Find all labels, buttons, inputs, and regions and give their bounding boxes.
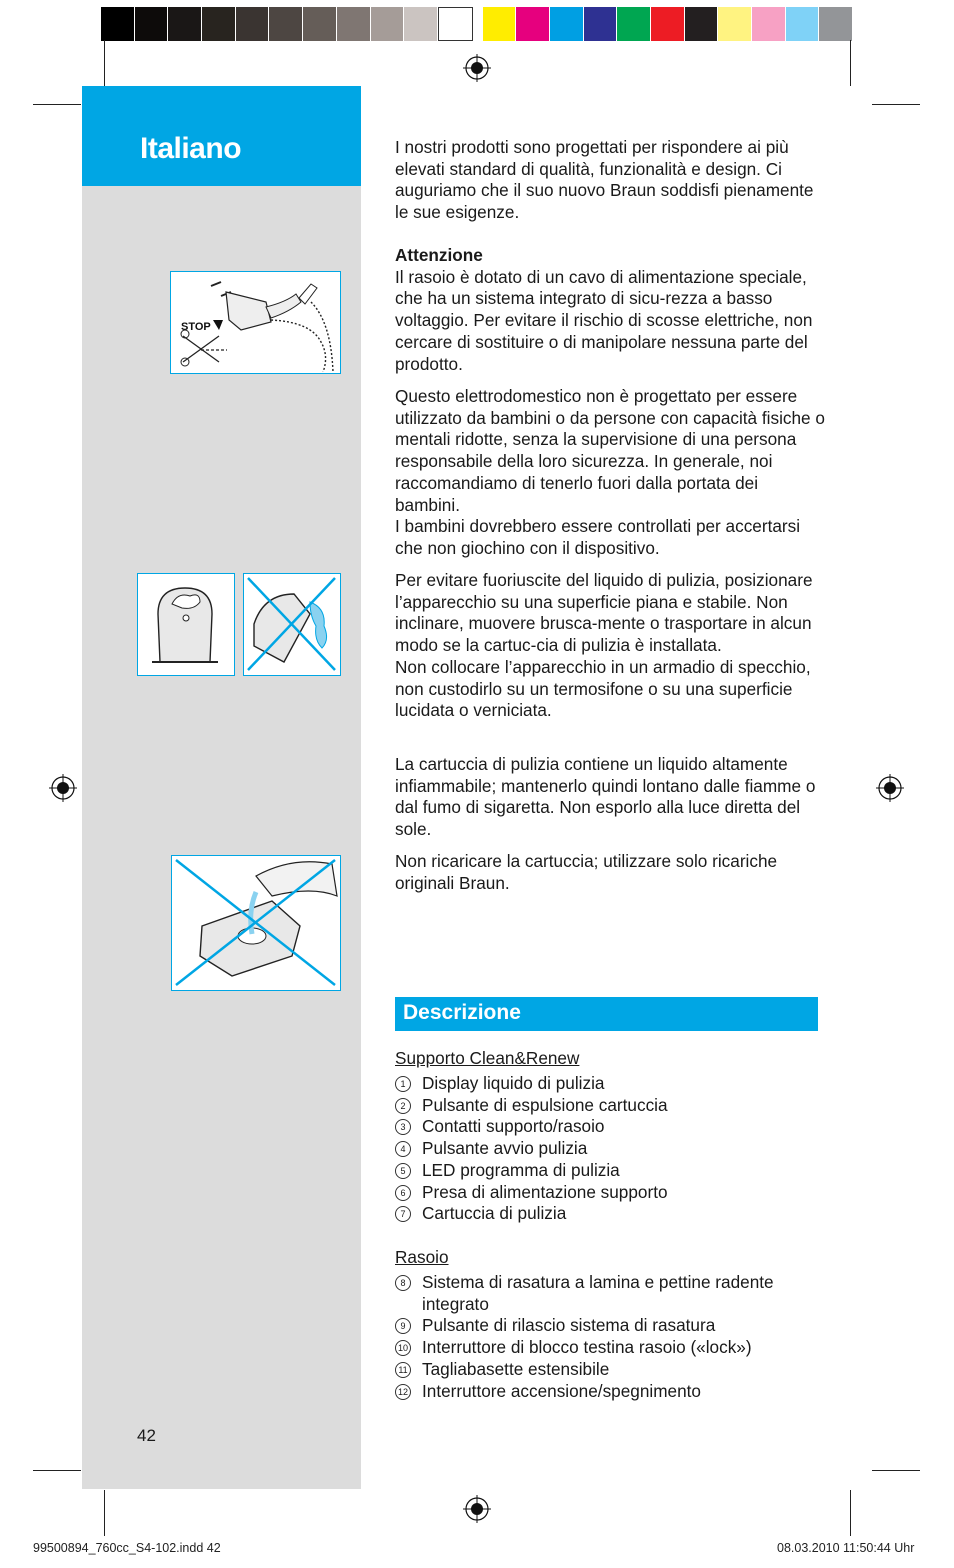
process-swatch	[752, 7, 786, 41]
item-number-badge	[395, 1359, 422, 1381]
item-number: 10	[395, 1340, 411, 1356]
item-label: Cartuccia di pulizia	[422, 1203, 567, 1224]
item-number-badge	[395, 1116, 422, 1138]
warning-refill	[395, 851, 825, 894]
crop-mark	[850, 1490, 851, 1536]
item-label: Sistema di rasatura a lamina e pettine radente integrato	[422, 1272, 774, 1314]
registration-mark-icon	[463, 54, 491, 82]
tilted-station-spill-icon	[244, 574, 339, 674]
crop-mark	[104, 40, 105, 86]
item-label: Interruttore di blocco testina rasoio («lock»)	[422, 1337, 752, 1358]
list-item	[395, 1138, 825, 1160]
item-number-badge	[395, 1337, 422, 1359]
gray-swatch	[202, 7, 236, 41]
item-label: Presa di alimentazione supporto	[422, 1181, 668, 1202]
gray-swatch	[337, 7, 371, 41]
list-item	[395, 1381, 825, 1403]
item-label: Interruttore accensione/spegnimento	[422, 1380, 701, 1401]
warning-heading: Attenzione	[395, 245, 483, 265]
figure-station-tilted	[243, 573, 341, 676]
cleaning-station-icon	[138, 574, 233, 674]
gray-swatch	[269, 7, 303, 41]
list-item	[395, 1315, 825, 1337]
registration-mark-icon	[876, 774, 904, 802]
registration-mark-icon	[463, 1495, 491, 1523]
item-number: 1	[395, 1076, 411, 1092]
list-item	[395, 1359, 825, 1381]
crop-mark	[872, 1470, 920, 1471]
list-item	[395, 1337, 825, 1359]
item-label: LED programma di pulizia	[422, 1159, 620, 1180]
list-item	[395, 1203, 825, 1225]
item-number: 12	[395, 1384, 411, 1400]
gray-swatch	[438, 7, 473, 41]
stand-parts-list	[395, 1073, 825, 1225]
cartridge-refill-crossed-icon	[172, 856, 339, 989]
item-number: 11	[395, 1362, 411, 1378]
warning-stability	[395, 570, 825, 722]
item-number: 6	[395, 1185, 411, 1201]
intro-paragraph	[395, 137, 825, 224]
crop-mark	[33, 1470, 81, 1471]
color-calibration-bar	[101, 7, 853, 41]
figure-station-upright	[137, 573, 235, 676]
registration-mark-icon	[49, 774, 77, 802]
power-plug-icon	[171, 272, 339, 372]
item-number-badge	[395, 1381, 422, 1403]
item-number-badge	[395, 1203, 422, 1225]
warning-flammable	[395, 754, 825, 841]
warning-paragraph: La cartuccia di pulizia contiene un liquido altamente infiammabile; mantenerlo quindi lontano dalle fiamme o dal fumo di sigaretta. Non esporlo alla luce diretta del sole.	[395, 754, 816, 840]
warning-paragraph: Questo elettrodomestico non è progettato per essere utilizzato da bambini o da persone con capacità fisiche o mentali ridotte, senza la supervisione di una persona responsabile della loro sicurezza. In generale, noi raccomandiamo di tenerlo fuori dalla portata dei bambini.	[395, 386, 825, 515]
list-item	[395, 1182, 825, 1204]
shaver-parts-list	[395, 1272, 825, 1402]
item-number-badge	[395, 1182, 422, 1204]
process-swatch	[819, 7, 853, 41]
item-label: Tagliabasette estensibile	[422, 1358, 610, 1379]
item-number: 5	[395, 1163, 411, 1179]
figure-no-refill	[171, 855, 341, 991]
process-swatch	[685, 7, 719, 41]
list-item	[395, 1116, 825, 1138]
process-swatch	[651, 7, 685, 41]
process-swatch	[617, 7, 651, 41]
gray-swatch	[168, 7, 202, 41]
item-number-badge	[395, 1073, 422, 1095]
list-item	[395, 1095, 825, 1117]
list-item	[395, 1272, 825, 1315]
item-number-badge	[395, 1315, 422, 1337]
item-number: 8	[395, 1275, 411, 1291]
crop-mark	[104, 1490, 105, 1536]
process-swatch	[483, 7, 517, 41]
crop-mark	[850, 40, 851, 86]
section-title: Descrizione	[403, 1001, 521, 1024]
item-number: 7	[395, 1206, 411, 1222]
gray-swatch	[236, 7, 270, 41]
footer-timestamp: 08.03.2010 11:50:44 Uhr	[777, 1541, 915, 1555]
process-swatch	[516, 7, 550, 41]
item-number-badge	[395, 1272, 422, 1315]
gray-swatch	[101, 7, 135, 41]
process-swatch	[718, 7, 752, 41]
warning-paragraph: Il rasoio è dotato di un cavo di alimentazione speciale, che ha un sistema integrato di sicu-rezza a basso voltaggio. Per evitare il rischio di scosse elettriche, non cercare di sostituire o di manipolare nessuna parte del prodotto.	[395, 266, 813, 374]
warning-paragraph: Non ricaricare la cartuccia; utilizzare solo ricariche originali Braun.	[395, 851, 778, 893]
gray-swatch	[135, 7, 169, 41]
item-number: 9	[395, 1318, 411, 1334]
process-swatch	[786, 7, 820, 41]
list-item	[395, 1160, 825, 1182]
item-label: Contatti supporto/rasoio	[422, 1116, 605, 1137]
item-label: Pulsante avvio pulizia	[422, 1138, 588, 1159]
item-number: 2	[395, 1098, 411, 1114]
figure-power-cord	[170, 271, 341, 374]
item-number: 4	[395, 1141, 411, 1157]
stop-label: STOP	[181, 321, 211, 333]
footer-file: 99500894_760cc_S4-102.indd 42	[33, 1541, 221, 1555]
warning-paragraph: Non collocare l’apparecchio in un armadio di specchio, non custodirlo su un termosifone o su una superficie lucidata o verniciata.	[395, 656, 811, 721]
warning-section	[395, 245, 825, 375]
item-label: Pulsante di rilascio sistema di rasatura	[422, 1315, 716, 1336]
crop-mark	[33, 104, 81, 105]
stand-heading: Supporto Clean&Renew	[395, 1048, 580, 1068]
warning-children	[395, 386, 825, 560]
gray-swatch	[371, 7, 405, 41]
warning-paragraph: Per evitare fuoriuscite del liquido di pulizia, posizionare l’apparecchio su una superficie piana e stabile. Non inclinare, muovere brusca-mente o trasportare in alcun modo se la cartuc-cia di pulizia è installata.	[395, 570, 813, 656]
process-swatch	[584, 7, 618, 41]
item-number-badge	[395, 1138, 422, 1160]
shaver-heading: Rasoio	[395, 1247, 449, 1267]
process-swatch	[550, 7, 584, 41]
intro-text: I nostri prodotti sono progettati per rispondere ai più elevati standard di qualità, funzionalità e design. Ci auguriamo che il suo nuovo Braun soddisfi pienamente le sue esigenze.	[395, 137, 814, 223]
swatch-gap	[473, 7, 483, 41]
page-number: 42	[137, 1426, 156, 1445]
crop-mark	[872, 104, 920, 105]
warning-paragraph: I bambini dovrebbero essere controllati per accertarsi che non giochino con il dispositivo.	[395, 516, 801, 558]
item-number-badge	[395, 1160, 422, 1182]
item-label: Pulsante di espulsione cartuccia	[422, 1094, 668, 1115]
item-label: Display liquido di pulizia	[422, 1073, 605, 1093]
gray-swatch	[404, 7, 438, 41]
page-title: Italiano	[140, 132, 242, 165]
item-number: 3	[395, 1119, 411, 1135]
gray-swatch	[303, 7, 337, 41]
list-item	[395, 1073, 825, 1095]
item-number-badge	[395, 1095, 422, 1117]
